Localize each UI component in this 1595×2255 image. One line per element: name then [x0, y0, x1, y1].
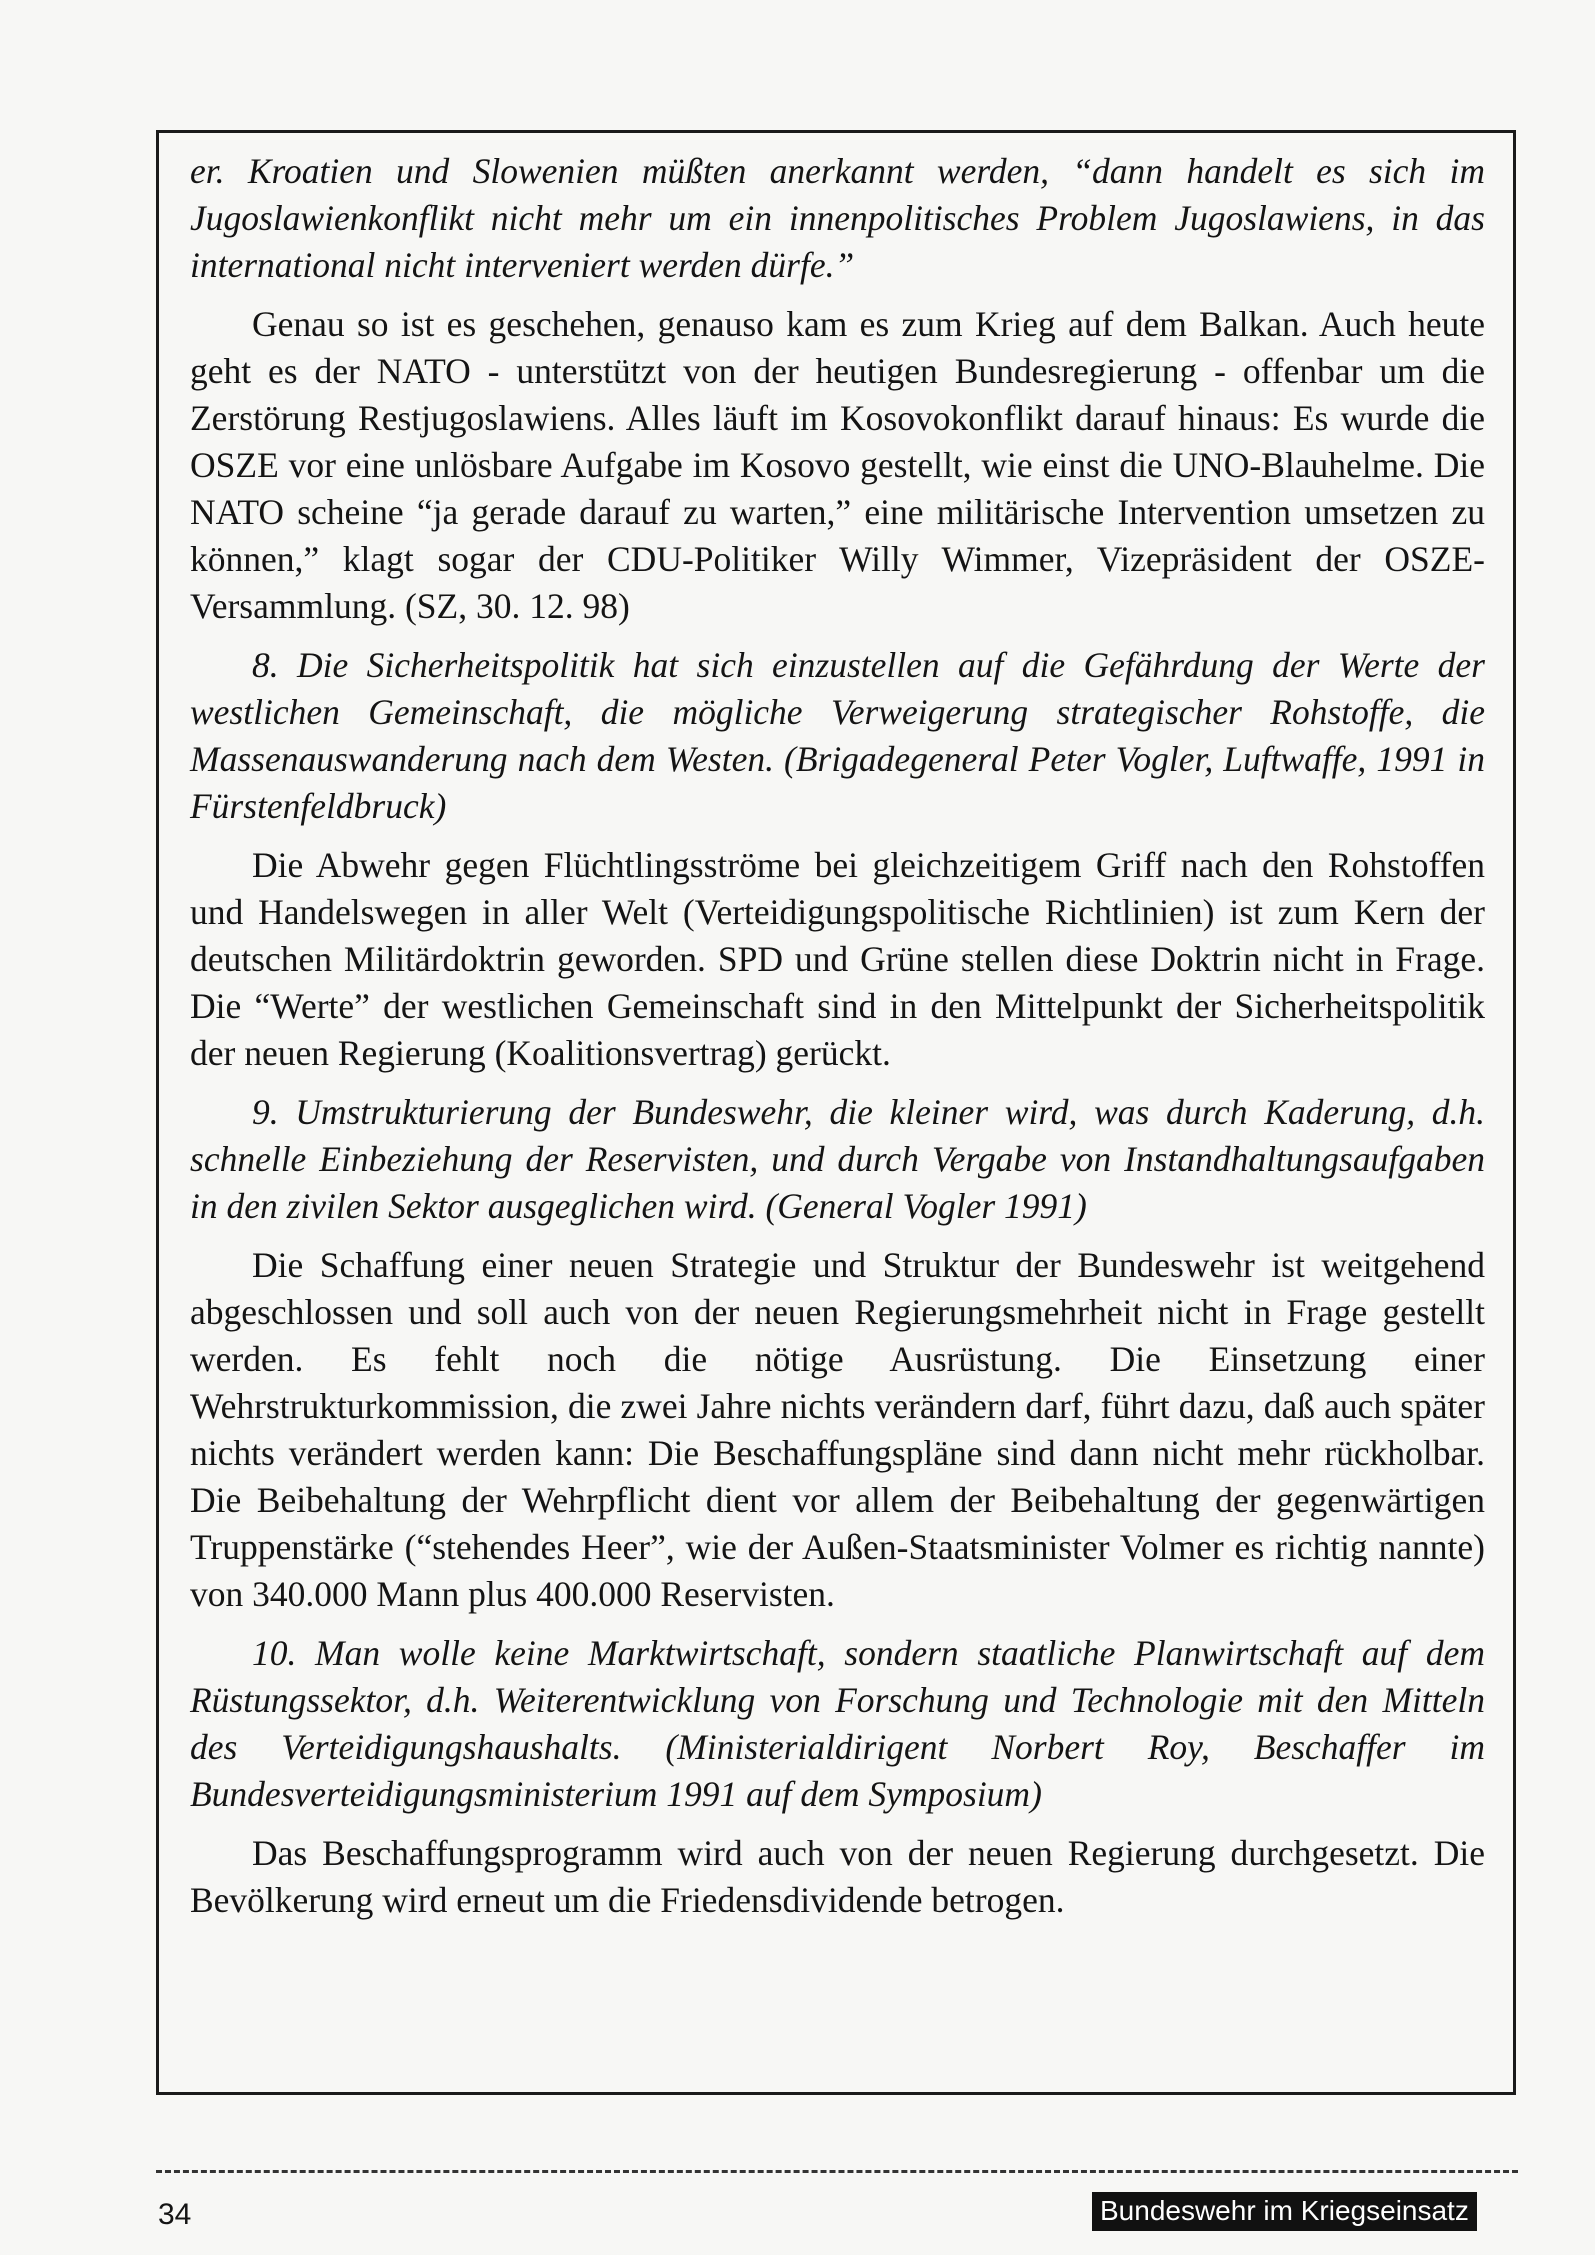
commentary-paragraph-restructuring: Die Schaffung einer neuen Strategie und Struktur der Bundeswehr ist weitgehend abgeschlossen und soll auch von der neuen Regierungsmehrheit nicht in Frage gestellt werden. Es fehlt noch die nötige Ausrüstung. Die Einsetzung einer Wehrstrukturkommission, die zwei Jahre nichts verändern darf, führt dazu, daß auch später nichts verändert werden kann: Die Beschaffungspläne sind dann nicht mehr rückholbar. Die Beibehaltung der Wehrpflicht dient vor allem der Beibehaltung der gegenwärtigen Truppenstärke (“stehendes Heer”, wie der Außen-Staatsminister Volmer es richtig nannte) von 340.000 Mann plus 400.000 Reservisten.	[190, 1245, 1485, 1614]
quote-item-9: 9. Umstrukturierung der Bundeswehr, die kleiner wird, was durch Kaderung, d.h. schnelle Einbeziehung der Reservisten, und durch Vergabe von Instandhaltungsaufgaben in den zivilen Sektor ausgeglichen wird. (General Vogler 1991)	[190, 1092, 1485, 1226]
quote-item-10: 10. Man wolle keine Marktwirtschaft, sondern staatliche Planwirtschaft auf dem Rüstungssektor, d.h. Weiterentwicklung von Forschung und Technologie mit den Mitteln des Verteidigungshaushalts. (Ministerialdirigent Norbert Roy, Beschaffer im Bundesverteidigungsministerium 1991 auf dem Symposium)	[190, 1633, 1485, 1814]
page-body	[190, 148, 1485, 1936]
quote-item-8: 8. Die Sicherheitspolitik hat sich einzustellen auf die Gefährdung der Werte der westlichen Gemeinschaft, die mögliche Verweigerung strategischer Rohstoffe, die Massenauswanderung nach dem Westen. (Brigadegeneral Peter Vogler, Luftwaffe, 1991 in Fürstenfeldbruck)	[190, 645, 1485, 826]
quote-continuation: er. Kroatien und Slowenien müßten anerkannt werden, “dann handelt es sich im Jugoslawienkonflikt nicht mehr um ein innenpolitisches Problem Jugoslawiens, in das international nicht interveniert werden dürfe.”	[190, 151, 1485, 285]
commentary-paragraph-procurement: Das Beschaffungsprogramm wird auch von der neuen Regierung durchgesetzt. Die Bevölkerung wird erneut um die Friedensdividende betrogen.	[190, 1833, 1485, 1920]
commentary-paragraph-balkan: Genau so ist es geschehen, genauso kam es zum Krieg auf dem Balkan. Auch heute geht es der NATO - unterstützt von der heutigen Bundesregierung - offenbar um die Zerstörung Restjugoslawiens. Alles läuft im Kosovokonflikt darauf hinaus: Es wurde die OSZE vor eine unlösbare Aufgabe im Kosovo gestellt, wie einst die UNO-Blauhelme. Die NATO scheine “ja gerade darauf zu warten,” eine militärische Intervention umsetzen zu können,” klagt sogar der CDU-Politiker Willy Wimmer, Vizepräsident der OSZE-Versammlung. (SZ, 30. 12. 98)	[190, 304, 1485, 626]
commentary-paragraph-refugees: Die Abwehr gegen Flüchtlingsströme bei gleichzeitigem Griff nach den Rohstoffen und Handelswegen in aller Welt (Verteidigungspolitische Richtlinien) ist zum Kern der deutschen Militärdoktrin geworden. SPD und Grüne stellen diese Doktrin nicht in Frage. Die “Werte” der westlichen Gemeinschaft sind in den Mittelpunkt der Sicherheitspolitik der neuen Regierung (Koalitionsvertrag) gerückt.	[190, 845, 1485, 1073]
running-title: Bundeswehr im Kriegseinsatz	[1092, 2192, 1477, 2231]
page-number: 34	[158, 2198, 192, 2231]
footer-divider	[156, 2170, 1518, 2173]
